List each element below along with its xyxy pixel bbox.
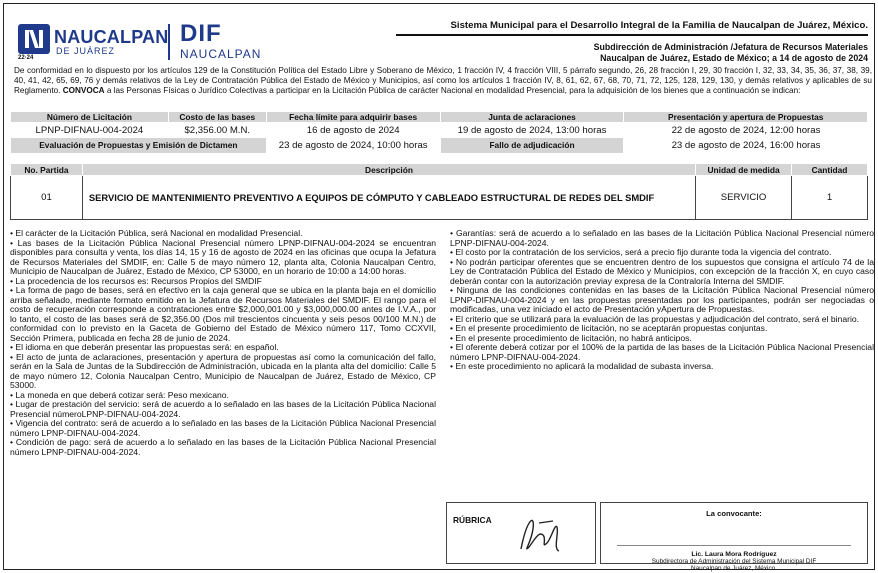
items-header: Unidad de medida	[696, 164, 792, 176]
signatory-role-line1: Subdirectora de Administración del Sistema Municipal DIF	[651, 558, 817, 565]
logo-subtitle: DE JUÁREZ	[56, 46, 116, 56]
item-unit: SERVICIO	[696, 176, 792, 220]
list-item: • En este procedimiento no aplicará la modalidad de subasta inversa.	[450, 361, 714, 371]
place-date: Naucalpan de Juárez, Estado de México; a 14 de agosto de 2024	[600, 53, 868, 63]
convocante-box	[600, 502, 868, 572]
list-item: • La forma de pago de bases, será en efectivo en la caja general que se ubica en la planta baja en el domicilio arriba señalado, mediante formato emitido en la Jefatura de Recursos Materiales del SMDIF. El rango para el costo de recuperación corresponde a contrataciones entre $2,000,001.00 y $3,000,000.00 antes de I.V.A., por lo tanto, el costo de las bases será de $2,356.00 (Dos mil trescientos cincuenta y seis pesos 00/100 M.N.) de conformidad con lo previsto en la Gaceta de Gobierno del Estado de México número 117, Tomo CCXVII, Sección Primera, publicada en fecha 28 de junio de 2024.	[10, 285, 436, 343]
items-header: Descripción	[82, 164, 695, 176]
summary-row-2	[11, 138, 868, 153]
logo-years: 22·24	[18, 55, 34, 61]
list-item: • La moneda en que deberá cotizar será: Peso mexicano.	[10, 389, 229, 400]
intro-paragraph	[14, 66, 872, 96]
rubrica-box	[446, 502, 596, 564]
proposals-opening-date: 22 de agosto de 2024, 12:00 horas	[624, 123, 868, 138]
department-title: Subdirección de Administración /Jefatura de Recursos Materiales	[593, 42, 868, 52]
summary-header: Junta de aclaraciones	[440, 112, 624, 123]
signatory-role-line2: Naucalpan de Juárez, México.	[691, 565, 777, 572]
list-item: • Lugar de prestación del servicio: será de acuerdo a lo señalado en las bases de la Licitación Pública Nacional Presencial númeroLPNP-DIFNAU-004-2024.	[10, 399, 436, 419]
convocante-title: La convocante:	[706, 509, 762, 518]
summary-header-row	[11, 112, 868, 123]
summary-header: Fecha límite para adquirir bases	[266, 112, 440, 123]
summary-header: Costo de las bases	[168, 112, 266, 123]
clarifications-date: 19 de agosto de 2024, 13:00 horas	[440, 123, 624, 138]
list-item: • El oferente deberá cotizar por el 100% de la partida de las bases de la Licitación Pública Nacional Presencial número LPNP-DIFNAU-004-2024.	[450, 342, 874, 362]
signature-line	[617, 545, 851, 546]
list-item: • El carácter de la Licitación Pública, será Nacional en modalidad Presencial.	[10, 228, 303, 238]
items-header-row	[11, 164, 868, 176]
logo-name: NAUCALPAN	[54, 27, 169, 47]
item-description: SERVICIO DE MANTENIMIENTO PREVENTIVO A EQUIPOS DE CÓMPUTO Y CABLEADO ESTRUCTURAL DE REDES DEL SMDIF	[82, 176, 695, 220]
signatory-role	[601, 558, 867, 572]
award-date: 23 de agosto de 2024, 16:00 horas	[624, 138, 868, 153]
list-item: • La procedencia de los recursos es: Recursos Propios del SMDIF	[10, 275, 262, 286]
list-item: • El idioma en que deberán presentar las propuestas será: en español.	[10, 342, 279, 352]
conditions-right-column	[450, 229, 874, 372]
handwritten-signature	[513, 509, 573, 559]
dif-logo-subtitle: NAUCALPAN	[180, 47, 262, 61]
bases-deadline: 16 de agosto de 2024	[266, 123, 440, 138]
list-item: • El acto de junta de aclaraciones, presentación y apertura de propuestas así como la comunicación del fallo, serán en la Sala de Juntas de la Subdirección de Administración, ubicada en la planta alta del domicilio: Calle 5 de mayo número 12, Colonia Naucalpan Centro, Municipio de Naucalpan de Juárez, Estado de México, CP 53000.	[10, 351, 436, 390]
logo-divider	[168, 24, 170, 60]
award-label: Fallo de adjudicación	[440, 138, 624, 153]
signatory-name: Lic. Laura Mora Rodríguez	[691, 551, 777, 558]
list-item: • El criterio que se utilizará para la evaluación de las propuestas y adjudicación del contrato, será el binario.	[450, 313, 860, 324]
list-item: • Condición de pago: será de acuerdo a lo señalado en las bases de la Licitación Pública Nacional Presencial número LPNP-DIFNAU-004-2024.	[10, 437, 436, 457]
dif-logo: DIF	[180, 20, 222, 47]
list-item: • En el presente procedimiento de licitación, no habrá anticipos.	[450, 332, 692, 343]
list-item: • En el presente procedimiento de licitación, no se aceptarán propuestas conjuntas.	[450, 323, 768, 333]
summary-header: Número de Licitación	[11, 112, 169, 123]
intro-text-1: De conformidad en lo dispuesto por los artículos 129 de la Constitución Política del Estado Libre y Soberano de México, 1 fracción IV, 4 fracción VIII, 5 párrafo segundo, 26, 28 fracción I, 29, 30 fracción I, 32, 33, 34, 35, 36, 37, 38, 39, 40, 41, 42, 65, 69, 76 y demás relativos de la Ley de Contratación Pública del Estado de México y Municipios, así como los artículos 1 fracción IV, 8, 61, 62, 67, 68, 70, 71, 72, 125, 128, 129, 130, y demás relativos y aplicables de su Reglamento.	[14, 66, 872, 95]
table-row	[11, 176, 868, 220]
list-item: • No podrán participar oferentes que se encuentren dentro de los supuestos que consigna el artículo 74 de la Ley de Contratación Pública del Estado de México y Municipios, con excepción de la fracción X, en cuyo caso deberán contar con la autorización previay expresa de la Contraloría Interna del SMDIF.	[450, 256, 874, 286]
intro-text-2: a las Personas Físicas o Jurídico Colectivas a participar en la Licitación Pública de carácter Nacional en modalidad Presencial, para la adquisición de los bienes que a continuación se indican:	[104, 86, 801, 95]
organization-title: Sistema Municipal para el Desarrollo Integral de la Familia de Naucalpan de Juárez, México.	[450, 20, 868, 31]
list-item: • Las bases de la Licitación Pública Nacional Presencial número LPNP-DIFNAU-004-2024 se encuentran disponibles para consulta y venta, los días 14, 15 y 16 de agosto de 2024 en las oficinas que ocupa la Jefatura de Recursos Materiales del SMDIF, en: Calle 5 de mayo número 12, planta alta, Colonia Naucalpan Centro, Municipio de Naucalpan de Juárez, Estado de México, CP 53000, en un horario de 10:00 a 14:00 horas.	[10, 237, 436, 276]
evaluation-label: Evaluación de Propuestas y Emisión de Dictamen	[11, 138, 267, 153]
tender-summary-table	[10, 111, 868, 153]
rubrica-label: RÚBRICA	[453, 515, 492, 525]
evaluation-date: 23 de agosto de 2024, 10:00 horas	[266, 138, 440, 153]
items-table	[10, 163, 868, 220]
list-item: • Vigencia del contrato: será de acuerdo a lo señalado en las bases de la Licitación Pública Nacional Presencial número LPNP-DIFNAU-004-2024.	[10, 418, 436, 438]
summary-row	[11, 123, 868, 138]
intro-convoca: CONVOCA	[62, 86, 105, 95]
list-item: • Ninguna de las condiciones contenidas en las bases de la Licitación Pública Nacional Presencial número LPNP-DIFNAU-004-2024 y en las propuestas presentadas por los participantes, podrán ser negociadas o modificadas, una vez iniciado el acto de Presentación yApertura de Propuestas.	[450, 285, 874, 314]
notice-page	[3, 3, 875, 570]
conditions-left-column	[10, 229, 436, 457]
items-header: Cantidad	[792, 164, 868, 176]
tender-number: LPNP-DIFNAU-004-2024	[11, 123, 169, 138]
item-quantity: 1	[792, 176, 868, 220]
naucalpan-logo-mark	[18, 24, 50, 54]
list-item: • Garantías: será de acuerdo a lo señalado en las bases de la Licitación Pública Nacional Presencial número LPNP-DIFNAU-004-2024.	[450, 228, 874, 248]
summary-header: Presentación y apertura de Propuestas	[624, 112, 868, 123]
header-rule	[396, 34, 868, 36]
naucalpan-n-icon	[23, 28, 45, 50]
item-partida: 01	[11, 176, 83, 220]
items-header: No. Partida	[11, 164, 83, 176]
list-item: • El costo por la contratación de los servicios, será a precio fijo durante toda la vigencia del contrato.	[450, 247, 832, 257]
bases-cost: $2,356.00 M.N.	[168, 123, 266, 138]
